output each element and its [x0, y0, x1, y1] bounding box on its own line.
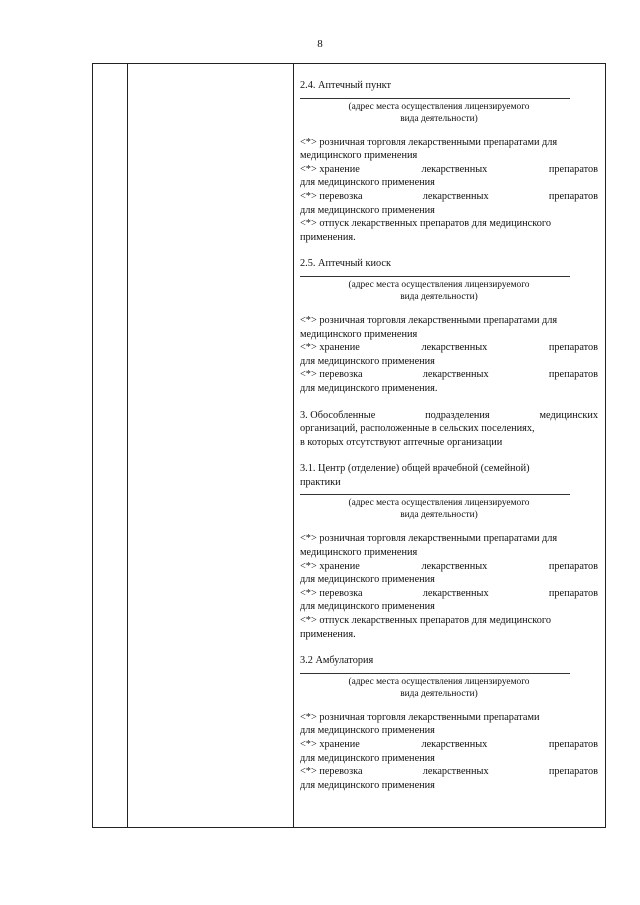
storage-item: <*> хранение лекарственных препаратов: [300, 560, 598, 572]
address-caption: (адрес места осуществления лицензируемого вида деятельности): [348, 101, 530, 124]
retail-item: <*> розничная торговля лекарственными препаратами для: [300, 314, 558, 326]
transport-item-cont: для медицинского применения.: [300, 382, 438, 394]
storage-item-cont: для медицинского применения: [300, 574, 435, 586]
retail-item: <*> розничная торговля лекарственными препаратами: [300, 711, 540, 723]
section-heading-line: организаций, расположенные в сельских поселениях,: [300, 423, 535, 435]
address-line: [300, 276, 570, 277]
dispense-item: <*> отпуск лекарственных препаратов для медицинского: [300, 615, 551, 627]
activity-list-cell: [300, 79, 598, 792]
section-rural-subdivisions: [300, 409, 598, 450]
address-line: [300, 673, 570, 674]
retail-item-cont: медицинского применения: [300, 150, 418, 162]
section-title-cont: практики: [300, 476, 341, 488]
transport-item-cont: для медицинского применения: [300, 779, 435, 791]
storage-item-cont: для медицинского применения: [300, 177, 435, 189]
section-outpatient-clinic: [300, 654, 598, 792]
transport-item: <*> перевозка лекарственных препаратов: [300, 369, 598, 381]
retail-item-cont: для медицинского применения: [300, 725, 435, 737]
section-title: 3.2 Амбулатория: [300, 655, 374, 667]
section-heading-line: 3. Обособленные подразделения медицинских: [300, 409, 598, 421]
storage-item-cont: для медицинского применения: [300, 355, 435, 367]
section-title: 2.4. Аптечный пункт: [300, 80, 392, 91]
dispense-item: <*> отпуск лекарственных препаратов для медицинского: [300, 218, 551, 230]
transport-item: <*> перевозка лекарственных препаратов: [300, 190, 598, 202]
column-divider-2: [293, 64, 294, 827]
retail-item: <*> розничная торговля лекарственными препаратами для: [300, 533, 558, 545]
transport-item-cont: для медицинского применения: [300, 601, 435, 613]
section-title: 2.5. Аптечный киоск: [300, 258, 391, 270]
storage-item: <*> хранение лекарственных препаратов: [300, 163, 598, 175]
section-heading-line: в которых отсутствуют аптечные организации: [300, 436, 503, 448]
section-title: 3.1. Центр (отделение) общей врачебной (семейной): [300, 463, 530, 475]
address-caption: (адрес места осуществления лицензируемого вида деятельности): [348, 279, 530, 302]
retail-item: <*> розничная торговля лекарственными препаратами для: [300, 136, 558, 148]
section-pharmacy-point: [300, 79, 598, 244]
section-general-practice-center: [300, 462, 598, 641]
address-line: [300, 494, 570, 495]
storage-item: <*> хранение лекарственных препаратов: [300, 739, 598, 750]
storage-item-cont: для медицинского применения: [300, 752, 435, 764]
retail-item-cont: медицинского применения: [300, 547, 418, 559]
column-divider-1: [127, 64, 128, 827]
address-line: [300, 98, 570, 99]
address-caption: (адрес места осуществления лицензируемого вида деятельности): [348, 498, 530, 521]
dispense-item-cont: применения.: [300, 231, 356, 243]
transport-item: <*> перевозка лекарственных препаратов: [300, 587, 598, 599]
section-pharmacy-kiosk: [300, 257, 598, 395]
page-number: 8: [317, 38, 323, 50]
dispense-item-cont: применения.: [300, 628, 356, 640]
transport-item: <*> перевозка лекарственных препаратов: [300, 766, 598, 778]
transport-item-cont: для медицинского применения: [300, 204, 435, 216]
address-caption: (адрес места осуществления лицензируемого вида деятельности): [348, 676, 530, 699]
retail-item-cont: медицинского применения: [300, 328, 418, 340]
storage-item: <*> хранение лекарственных препаратов: [300, 342, 598, 354]
